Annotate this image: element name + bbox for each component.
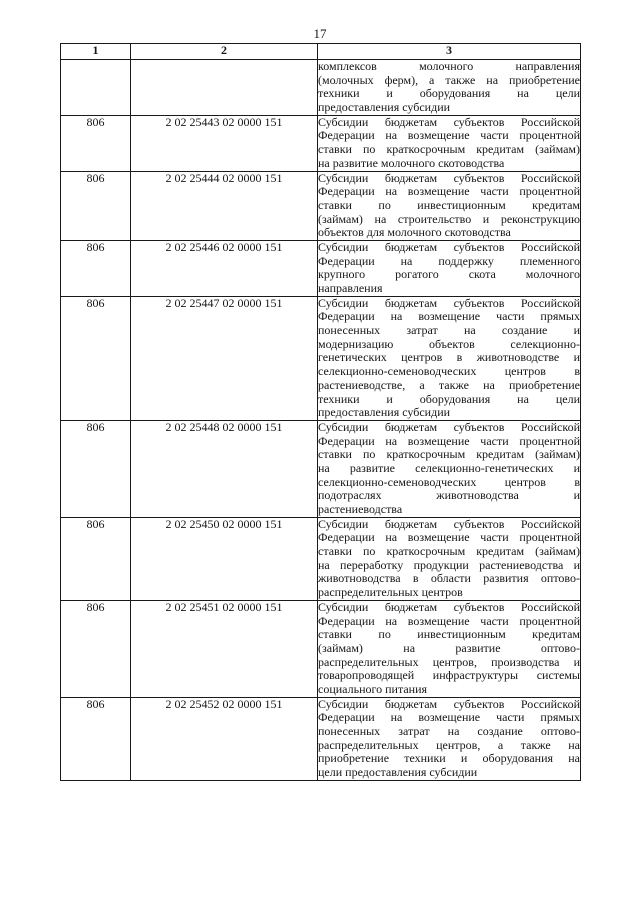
revenue-description-cell [318,240,581,296]
budget-code-cell: 2 02 25447 02 0000 151 [131,296,318,420]
description-line: животноводства в области развития оптово- [318,571,580,586]
revenue-description-cell [318,517,581,600]
description-text [318,297,580,420]
budget-code-cell: 2 02 25452 02 0000 151 [131,697,318,780]
description-line: Федерации на возмещение части прямых [318,309,580,324]
description-line: предоставления субсидии [318,405,451,420]
admin-code-cell: 806 [61,600,131,697]
admin-code-cell: 806 [61,240,131,296]
table-row [61,697,581,780]
description-line: объектов для молочного скотоводства [318,225,511,240]
description-line: Субсидии бюджетам субъектов Российской [318,419,580,434]
description-line: Федерации на поддержку племенного [318,253,580,268]
budget-classification-table [60,43,581,781]
description-text [318,172,580,240]
description-line: Субсидии бюджетам субъектов Российской [318,239,580,254]
description-text [318,518,580,600]
description-line: крупного рогатого скота молочного [318,267,580,282]
revenue-description-cell [318,60,581,116]
revenue-description-cell [318,171,581,240]
revenue-description-cell [318,115,581,171]
revenue-description-cell [318,420,581,517]
table-row [61,517,581,600]
description-line: ставки по краткосрочным кредитам (займам) [318,447,580,462]
table-body [61,60,581,781]
description-line: техники и оборудования на цели [318,391,580,406]
column-header-1: 1 [61,44,131,60]
table-row [61,171,581,240]
description-line: распределительных центров [318,585,463,600]
description-line: приобретение техники и оборудования на [318,751,580,766]
revenue-description-cell [318,296,581,420]
description-line: Субсидии бюджетам субъектов Российской [318,599,580,614]
description-line: цели предоставления субсидии [318,765,478,780]
description-line: социального питания [318,681,428,696]
description-line: селекционно-семеноводческих центров в [318,474,580,489]
table-header-row [61,44,581,60]
description-line: растениеводства [318,502,403,516]
description-line: Федерации на возмещение части процентной [318,184,580,199]
description-line: ставки по краткосрочным кредитам (займам) [318,544,580,559]
description-line: распределительных центров, производства и [318,654,580,669]
budget-code-cell: 2 02 25446 02 0000 151 [131,240,318,296]
admin-code-cell: 806 [61,171,131,240]
description-line: понесенных затрат на создание оптово- [318,724,580,738]
revenue-description-cell [318,600,581,697]
description-line: ставки по краткосрочным кредитам (займам) [318,142,580,157]
admin-code-cell: 806 [61,115,131,171]
description-line: селекционно-семеноводческих центров в [318,364,580,379]
admin-code-cell: 806 [61,697,131,780]
description-line: на развитие селекционно-генетических и [318,460,580,475]
revenue-description-cell [318,697,581,780]
description-line: Субсидии бюджетам субъектов Российской [318,696,580,711]
description-line: распределительных центров, а также на [318,737,580,752]
budget-code-cell [131,60,318,116]
budget-code-cell: 2 02 25443 02 0000 151 [131,115,318,171]
table-row [61,60,581,116]
admin-code-cell: 806 [61,517,131,600]
description-line: Субсидии бюджетам субъектов Российской [318,516,580,531]
description-line: генетических центров в животноводстве и [318,350,580,365]
column-header-2: 2 [131,44,318,60]
description-line: предоставления субсидии [318,100,451,115]
description-line: растениеводстве, а также на приобретение [318,377,580,392]
description-line: (займам) на развитие оптово- [318,640,580,655]
description-line: Субсидии бюджетам субъектов Российской [318,295,580,310]
description-text [318,421,580,517]
description-line: Федерации на возмещение части процентной [318,613,580,628]
description-text [318,116,580,171]
budget-code-cell: 2 02 25448 02 0000 151 [131,420,318,517]
admin-code-cell [61,60,131,116]
description-line: Федерации на возмещение части прямых [318,710,580,725]
description-line: Субсидии бюджетам субъектов Российской [318,114,580,129]
table-row [61,600,581,697]
description-text [318,60,580,115]
description-line: на переработку продукции растениеводства и [318,557,580,572]
description-line: техники и оборудования на цели [318,86,580,101]
description-line: Федерации на возмещение части процентной [318,433,580,448]
description-line: Федерации на возмещение части процентной [318,530,580,545]
budget-code-cell: 2 02 25451 02 0000 151 [131,600,318,697]
description-line: понесенных затрат на создание и [318,323,580,338]
description-line: комплексов молочного направления [318,59,580,73]
table-row [61,115,581,171]
description-line: Субсидии бюджетам субъектов Российской [318,170,580,185]
description-line: товаропроводящей инфраструктуры системы [318,668,580,683]
column-header-3: 3 [318,44,581,60]
description-text [318,241,580,296]
table-row [61,240,581,296]
admin-code-cell: 806 [61,296,131,420]
description-line: модернизацию объектов селекционно- [318,336,580,351]
budget-code-cell: 2 02 25444 02 0000 151 [131,171,318,240]
description-line: ставки по инвестиционным кредитам [318,627,580,642]
description-text [318,601,580,697]
description-line: (молочных ферм), а также на приобретение [318,72,580,87]
budget-code-cell: 2 02 25450 02 0000 151 [131,517,318,600]
description-line: (займам) на строительство и реконструкцию [318,211,580,226]
page-number: 17 [313,26,327,41]
description-line: на развитие молочного скотоводства [318,155,505,170]
description-line: направления [318,281,383,295]
table-row [61,296,581,420]
description-line: Федерации на возмещение части процентной [318,128,580,143]
table-row [61,420,581,517]
description-line: подотраслях животноводства и [318,488,580,503]
description-text [318,698,580,780]
admin-code-cell: 806 [61,420,131,517]
description-line: ставки по инвестиционным кредитам [318,197,580,212]
